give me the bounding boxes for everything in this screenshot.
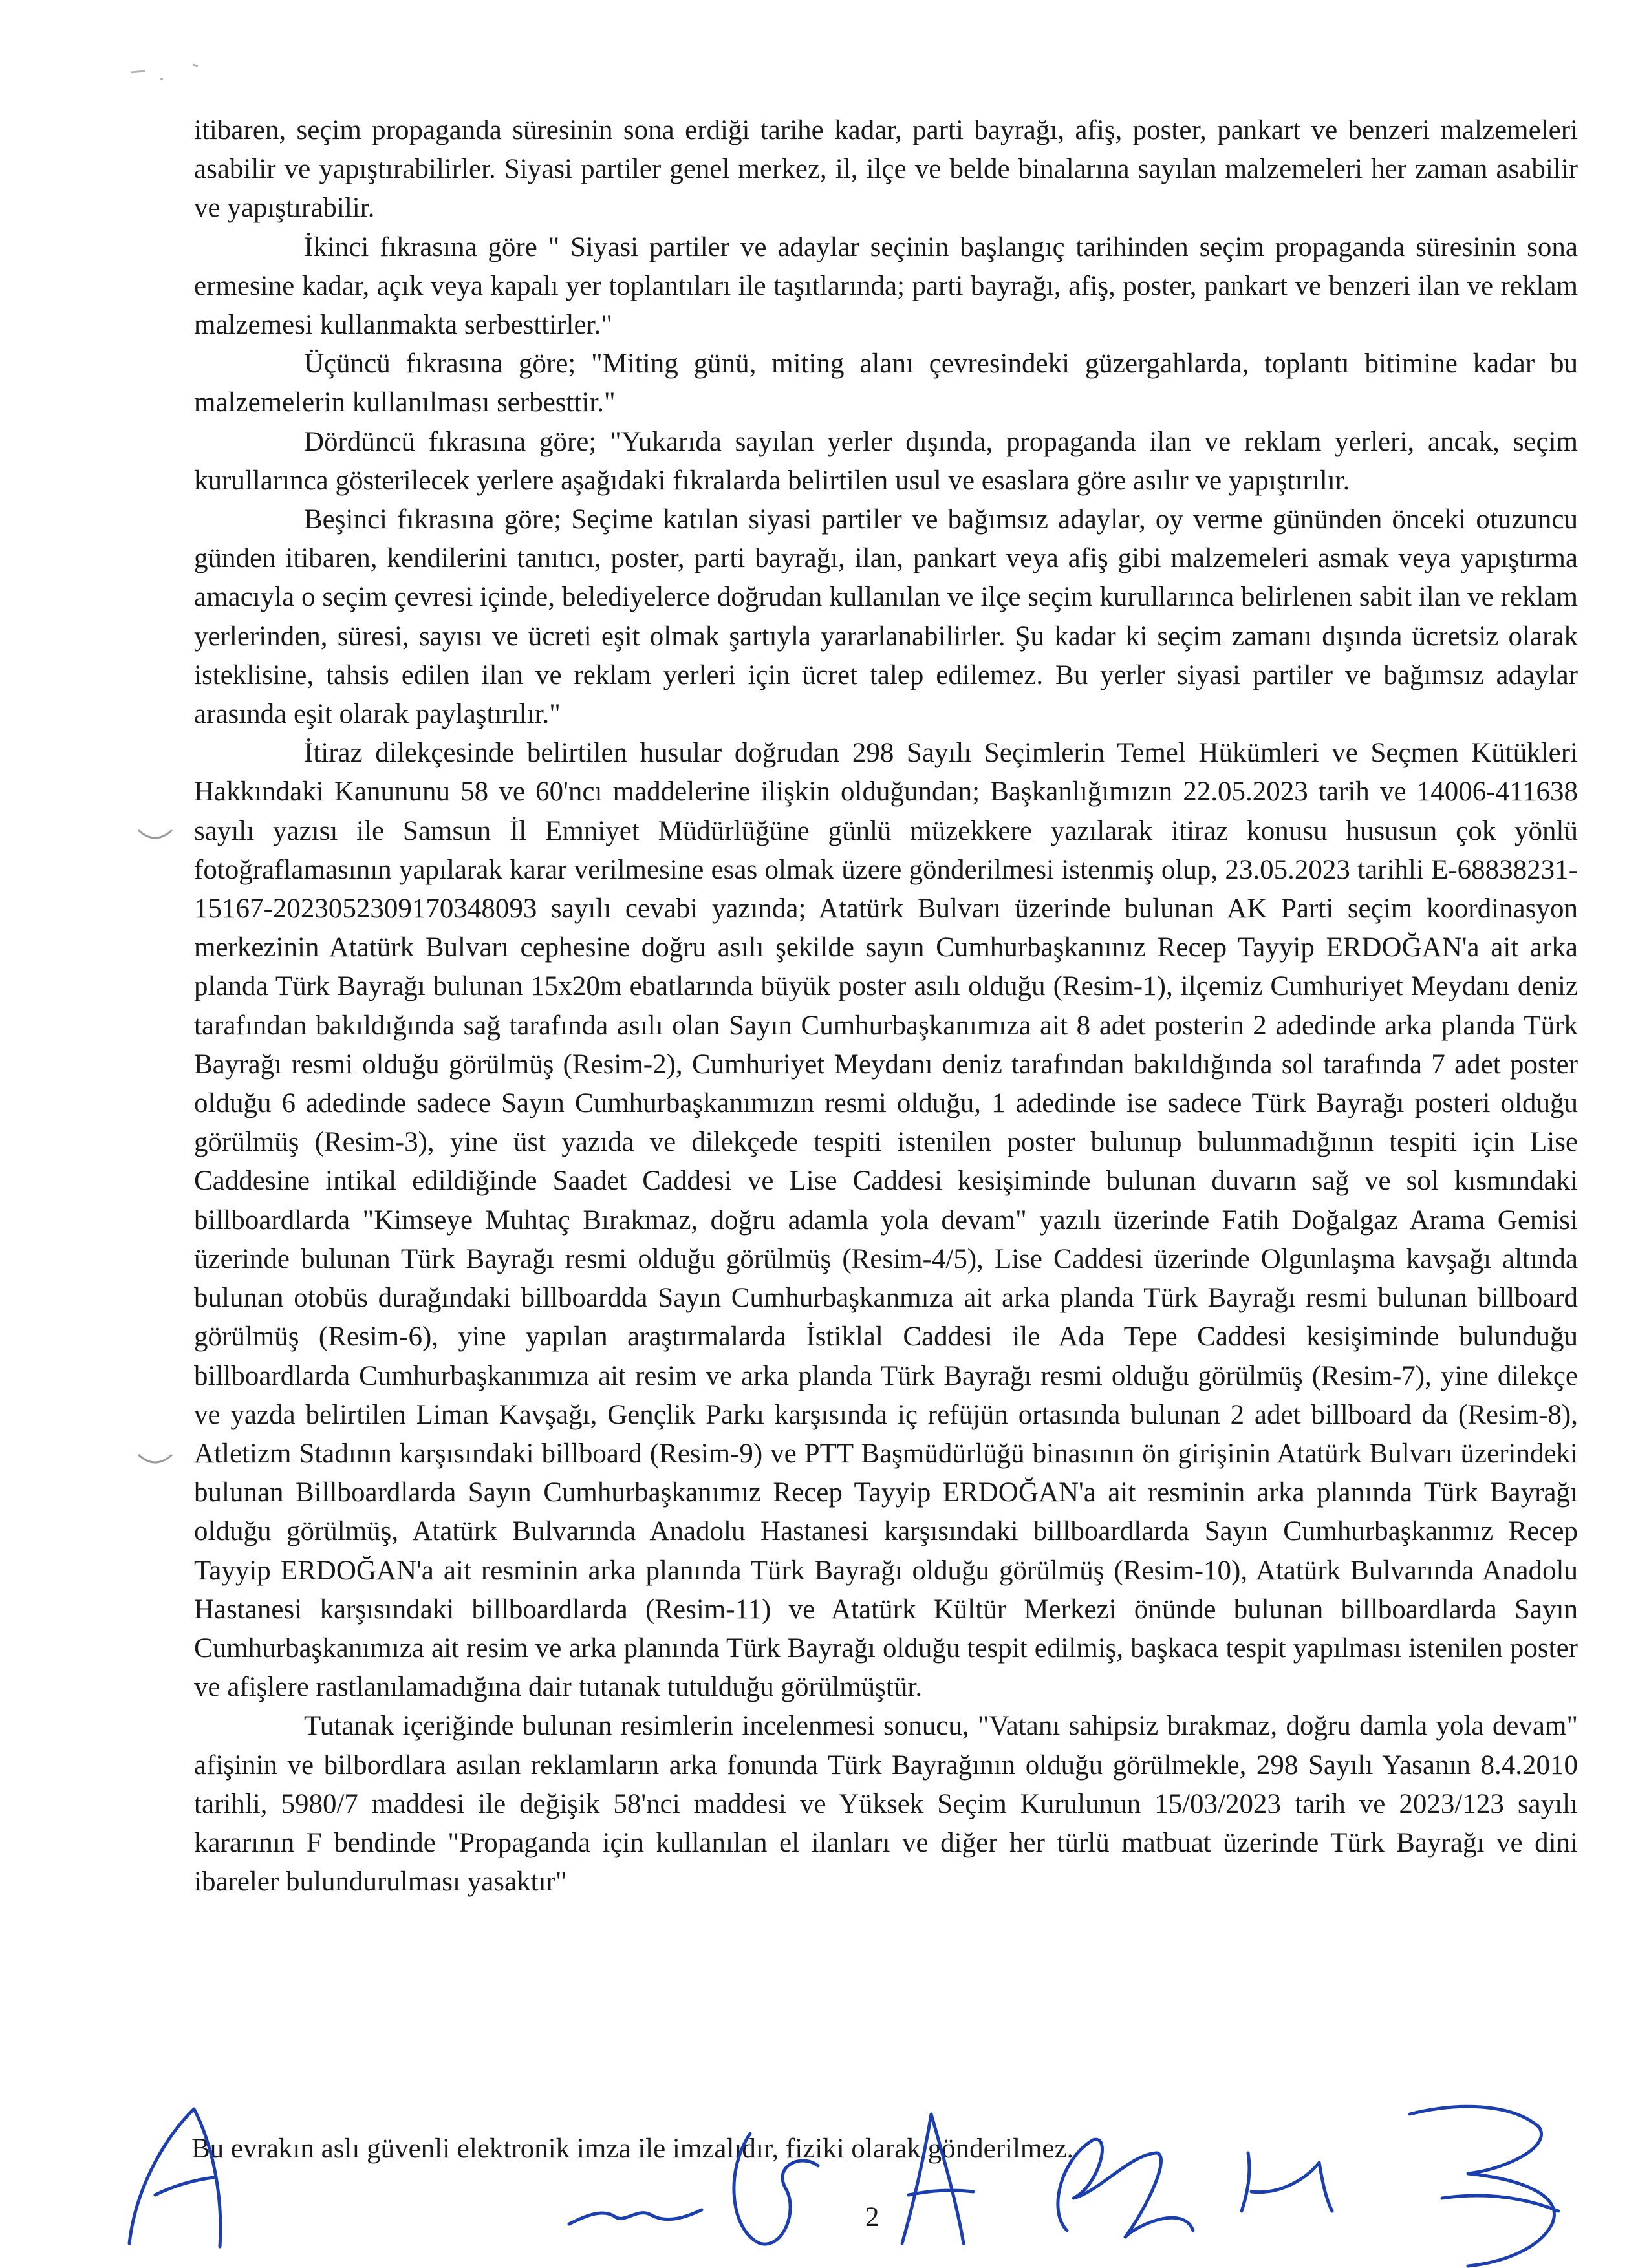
scan-speck-mark — [128, 59, 232, 89]
paragraph-fourth-clause: Dördüncü fıkrasına göre; "Yukarıda sayılan yerler dışında, propaganda ilan ve reklam yerleri, ancak, seçim kurullarınca gösterilecek yerlere aşağıdaki fıkralarda belirtilen usul ve esaslara göre asılır ve yapıştırılır. — [194, 426, 1578, 496]
paragraph-third-clause: Üçüncü fıkrasına göre; "Miting günü, miting alanı çevresindeki güzergahlarda, toplantı bitimine kadar bu malzemelerin kullanılması serbesttir." — [194, 348, 1578, 418]
paragraph-second-clause: İkinci fıkrasına göre " Siyasi partiler ve adaylar seçinin başlangıç tarihinden seçim propaganda süresinin sona ermesine kadar, açık veya kapalı yer toplantıları ile taşıtlarında; parti bayrağı, afiş, poster, pankart ve benzeri ilan ve reklam malzemesi kullanmakta serbesttirler." — [194, 231, 1578, 341]
paragraph-continuation: itibaren, seçim propaganda süresinin sona erdiği tarihe kadar, parti bayrağı, afiş, poster, pankart ve benzeri malzemeleri asabilir ve yapıştırabilirler. Siyasi partiler genel merkez, il, ilçe ve belde binalarına sayılan malzemeleri her zaman asabilir ve yapıştırabilir. — [194, 115, 1578, 224]
signature-5 — [1410, 2106, 1558, 2266]
document-body — [194, 111, 1578, 1901]
e-signature-note: Bu evrakın aslı güvenli elektronik imza ile imzalıdır, fiziki olarak gönderilmez. — [191, 2134, 1074, 2164]
page-number: 2 — [865, 2202, 879, 2232]
paragraph-evaluation: Tutanak içeriğinde bulunan resimlerin incelenmesi sonucu, "Vatanı sahipsiz bırakmaz, doğru damla yola devam" afişinin ve bilbordlara asılan reklamların arka fonunda Türk Bayrağının olduğu görülmekle, 298 Sayılı Yasanın 8.4.2010 tarihli, 5980/7 maddesi ile değişik 58'nci maddesi ve Yüksek Seçim Kurulunun 15/03/2023 tarih ve 2023/123 sayılı kararının F bendinde "Propaganda için kullanılan el ilanları ve diğer her türlü matbuat üzerinde Türk Bayrağı ve dini ibareler bulundurulması yasaktır" — [194, 1711, 1578, 1898]
signature-4 — [1242, 2153, 1332, 2211]
paragraph-objection-findings: İtiraz dilekçesinde belirtilen husular doğrudan 298 Sayılı Seçimlerin Temel Hükümleri ve Seçmen Kütükleri Hakkındaki Kanununu 58 ve 60'ncı maddelerine ilişkin olduğundan; Başkanlığımızın 22.05.2023 tarih ve 14006-411638 sayılı yazısı ile Samsun İl Emniyet Müdürlüğüne günlü müzekkere yazılarak itiraz konusu hususun çok yönlü fotoğraflamasının yapılarak karar verilmesine esas olmak üzere gönderilmesi istenmiş olup, 23.05.2023 tarihli E-68838231-15167-2023052309170348093 sayılı cevabi yazında; Atatürk Bulvarı üzerinde bulunan AK Parti seçim koordinasyon merkezinin Atatürk Bulvarı cephesine doğru asılı şekilde sayın Cumhurbaşkanınız Recep Tayyip ERDOĞAN'a ait arka planda Türk Bayrağı bulunan 15x20m ebatlarında büyük poster asılı olduğu (Resim-1), ilçemiz Cumhuriyet Meydanı deniz tarafından bakıldığında sağ tarafında asılı olan Sayın Cumhurbaşkanımıza ait 8 adet posterin 2 adedinde arka planda Türk Bayrağı resmi olduğu görülmüş (Resim-2), Cumhuriyet Meydanı deniz tarafından bakıldığında sol tarafında 7 adet poster olduğu 6 adedinde sadece Sayın Cumhurbaşkanımızın resmi olduğu, 1 adedinde ise sadece Türk Bayrağı posteri olduğu görülmüş (Resim-3), yine üst yazıda ve dilekçede tespiti istenilen poster bulunup bulunmadığının tespiti için Lise Caddesine intikal edildiğinde Saadet Caddesi ve Lise Caddesi kesişiminde bulunan duvarın sağ ve sol kısmındaki billboardlarda "Kimseye Muhtaç Bırakmaz, doğru adamla yola devam" yazılı üzerinde Fatih Doğalgaz Arama Gemisi üzerinde bulunan Türk Bayrağı resmi olduğu görülmüş (Resim-4/5), Lise Caddesi üzerinde Olgunlaşma kavşağı altında bulunan otobüs durağındaki billboardda Sayın Cumhurbaşkanmıza ait arka planda Türk Bayrağı resmi bulunan billboard görülmüş (Resim-6), yine yapılan araştırmalarda İstiklal Caddesi ile Ada Tepe Caddesi kesişiminde bulunduğu billboardlarda Cumhurbaşkanımıza ait resim ve arka planda Türk Bayrağı resmi olduğu görülmüş (Resim-7), yine dilekçe ve yazda belirtilen Liman Kavşağı, Gençlik Parkı karşısında iç refüjün ortasında bulunan 2 adet billboard da (Resim-8), Atletizm Stadının karşısındaki billboard (Resim-9) ve PTT Başmüdürlüğü binasının ön girişinin Atatürk Bulvarı üzerindeki bulunan Billboardlarda Sayın Cumhurbaşkanımız Recep Tayyip ERDOĞAN'a ait resminin arka planında Türk Bayrağı olduğu görülmüş, Atatürk Bulvarında Anadolu Hastanesi karşısındaki billboardlarda Sayın Cumhurbaşkanmız Recep Tayyip ERDOĞAN'a ait resminin arka planında Türk Bayrağı olduğu görülmüş (Resim-10), Atatürk Bulvarında Anadolu Hastanesi karşısındaki billboardlarda (Resim-11) ve Atatürk Kültür Merkezi önünde bulunan billboardlarda Sayın Cumhurbaşkanımıza ait resim ve arka planında Türk Bayrağı olduğu tespit edilmiş, başkaca tespit yapılması istenilen poster ve afişlere rastlanılamadığına dair tutanak tutulduğu görülmüştür. — [194, 738, 1578, 1703]
punch-hole-mark-top — [136, 826, 175, 849]
signature-3 — [1058, 2139, 1193, 2237]
punch-hole-mark-bottom — [136, 1451, 175, 1473]
paragraph-fifth-clause: Beşinci fıkrasına göre; Seçime katılan siyasi partiler ve bağımsız adaylar, oy verme gününden önceki otuzuncu günden itibaren, kendilerini tanıtıcı, poster, parti bayrağı, ilan, pankart veya afiş gibi malzemeleri asmak veya yapıştırma amacıyla o seçim çevresi içinde, belediyelerce doğrudan kullanılan ve ilçe seçim kurullarınca belirlenen sabit ilan ve reklam yerlerinden, süresi, sayısı ve ücreti eşit olmak şartıyla yararlanabilirler. Şu kadar ki seçim zamanı dışında ücretsiz olarak isteklisine, tahsis edilen ilan ve reklam yerleri için ücret talep edilemez. Bu yerler siyasi partiler ve bağımsız adaylar arasında eşit olarak paylaştırılır." — [194, 504, 1578, 730]
